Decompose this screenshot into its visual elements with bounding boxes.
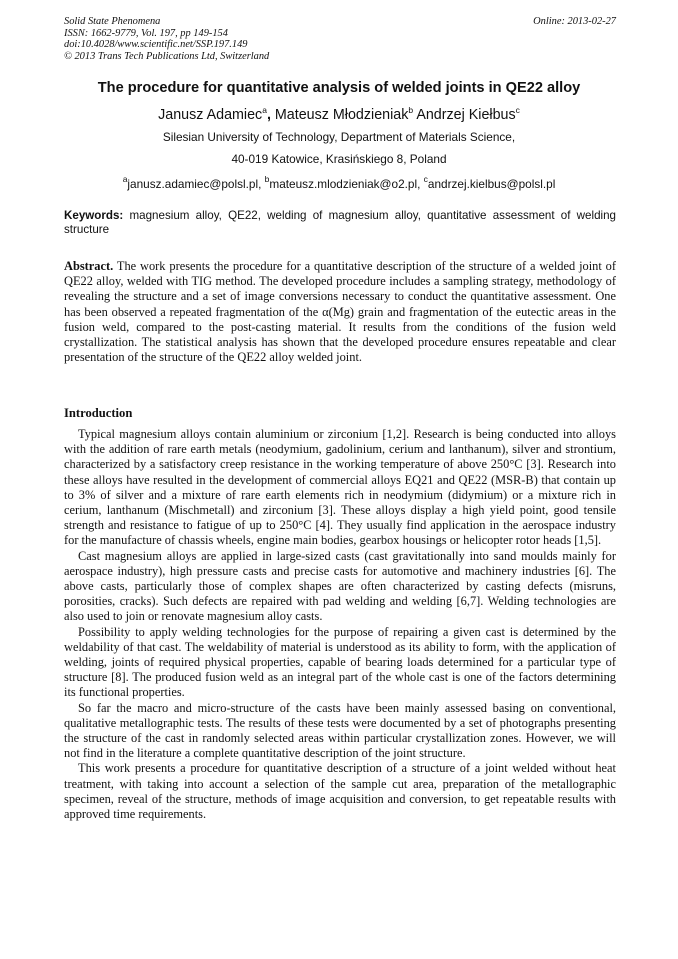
author-marker: c — [515, 105, 520, 115]
paragraph: So far the macro and micro-structure of the casts have been mainly assessed basing on conventional, qualitative metallographic tests. The results of these tests were documented by a set of photographs presenting the structure of the cast in randomly selected areas within particular crystallization zones. However, we will not find in the literature a complete quantitative description of the joint structure. — [64, 700, 616, 761]
author-name: Mateusz Młodzieniak — [274, 107, 409, 123]
journal-issn: ISSN: 1662-9779, Vol. 197, pp 149-154 — [64, 27, 228, 39]
journal-copyright: © 2013 Trans Tech Publications Ltd, Switzerland — [64, 50, 270, 62]
abstract-label: Abstract. — [64, 259, 114, 273]
abstract — [64, 259, 616, 365]
email-link[interactable]: janusz.adamiec@polsl.pl — [127, 177, 259, 191]
online-date: Online: 2013-02-27 — [533, 16, 616, 27]
journal-doi: doi:10.4028/www.scientific.net/SSP.197.149 — [64, 39, 248, 50]
affiliation-line-2: 40-019 Katowice, Krasińskiego 8, Poland — [231, 152, 447, 166]
paragraph: Cast magnesium alloys are applied in large-sized casts (cast gravitationally into sand moulds mainly for aerospace industry), high pressure casts and precise casts for automotive and machinery industries [6]. The above casts, particularly those of complex shapes are often characterized by casting defects (misruns, porosities, cracks). Such defects are repaired with pad welding and welding [6,7]. Welding technologies are also used to join or renovate magnesium alloy casts. — [64, 548, 616, 624]
email-link[interactable]: andrzej.kielbus@polsl.pl — [427, 177, 556, 191]
journal-header — [64, 16, 616, 62]
abstract-text: The work presents the procedure for a quantitative description of the structure of a welded joint of QE22 alloy, welded with TIG method. The developed procedure includes a sampling strategy, methodology of revealing the structure and a set of image conversions necessary to conduct the quantitative assessment. One has been observed a repeated fragmentation of the α(Mg) grain and fragmentation of the eutectic areas in the fusion weld, compared to the post-casting material. It results from the conditions of the fusion weld crystallization. The statistical analysis has shown that the developed procedure ensures repeatable and clear presentation of the structure of the QE22 alloy welded joint. — [64, 259, 616, 365]
author-name: Andrzej Kiełbus — [416, 107, 516, 123]
paragraph: Possibility to apply welding technologies for the purpose of repairing a given cast is determined by the weldability of that cast. The weldability of material is understood as its ability to form, with the application of welding, joints of required physical properties, capable of bearing loads determined for a particular type of structure [8]. The produced fusion weld as an integral part of the whole cast is one of the factors determining its functional properties. — [64, 624, 616, 700]
email-marker: b — [264, 174, 270, 184]
affiliation-line-1: Silesian University of Technology, Department of Materials Science, — [162, 130, 516, 144]
author-emails — [40, 174, 638, 191]
author-list — [40, 105, 638, 123]
keywords-text: magnesium alloy, QE22, welding of magnesium alloy, quantitative assessment of welding structure — [64, 209, 616, 236]
journal-name: Solid State Phenomena — [64, 16, 161, 27]
paragraph: This work presents a procedure for quantitative description of a structure of a joint welded without heat treatment, with taking into account a selection of the sample cut area, preparation of the metallographic specimen, reveal of the structure, methods of image acquisition and conversion, to get repeatable results with approved time requirements. — [64, 761, 616, 822]
author-separator: , — [266, 107, 275, 123]
email-separator: , — [417, 177, 424, 191]
author-marker: a — [262, 105, 267, 115]
paper-title: The procedure for quantitative analysis of welded joints in QE22 alloy — [97, 80, 581, 96]
email-link[interactable]: mateusz.mlodzieniak@o2.pl — [269, 177, 418, 191]
paragraph: Typical magnesium alloys contain aluminium or zirconium [1,2]. Research is being conducted into alloys with the addition of rare earth metals (neodymium, gadolinium, cerium and lanthanum), silver and strontium, characterized by a satisfactory creep resistance in the working temperature of above 250°C [3]. Research into these alloys have resulted in the development of commercial alloys EQ21 and QE22 (MSR-B) that contain up to 3% of silver and a mixture of rare earth elements rich in neodymium (didymium) or a mixture rich in cerium, lanthanum (Mischmetall) and zirconium [3]. These alloys display a high yield point, good tensile strength and resistance to fatigue of up to 250°C [4]. They usually find application in the aerospace industry for the manufacture of chassis wheels, engine main bodies, gearbox housings or helicopter rotor heads [1,5]. — [64, 427, 616, 548]
introduction-body — [64, 427, 616, 822]
author-marker: b — [408, 105, 414, 115]
keywords — [64, 209, 616, 237]
email-marker: c — [423, 174, 428, 184]
section-heading-introduction: Introduction — [64, 406, 133, 420]
email-marker: a — [122, 174, 128, 184]
email-separator: , — [258, 177, 265, 191]
keywords-label: Keywords: — [64, 209, 124, 222]
author-name: Janusz Adamiec — [158, 107, 263, 123]
